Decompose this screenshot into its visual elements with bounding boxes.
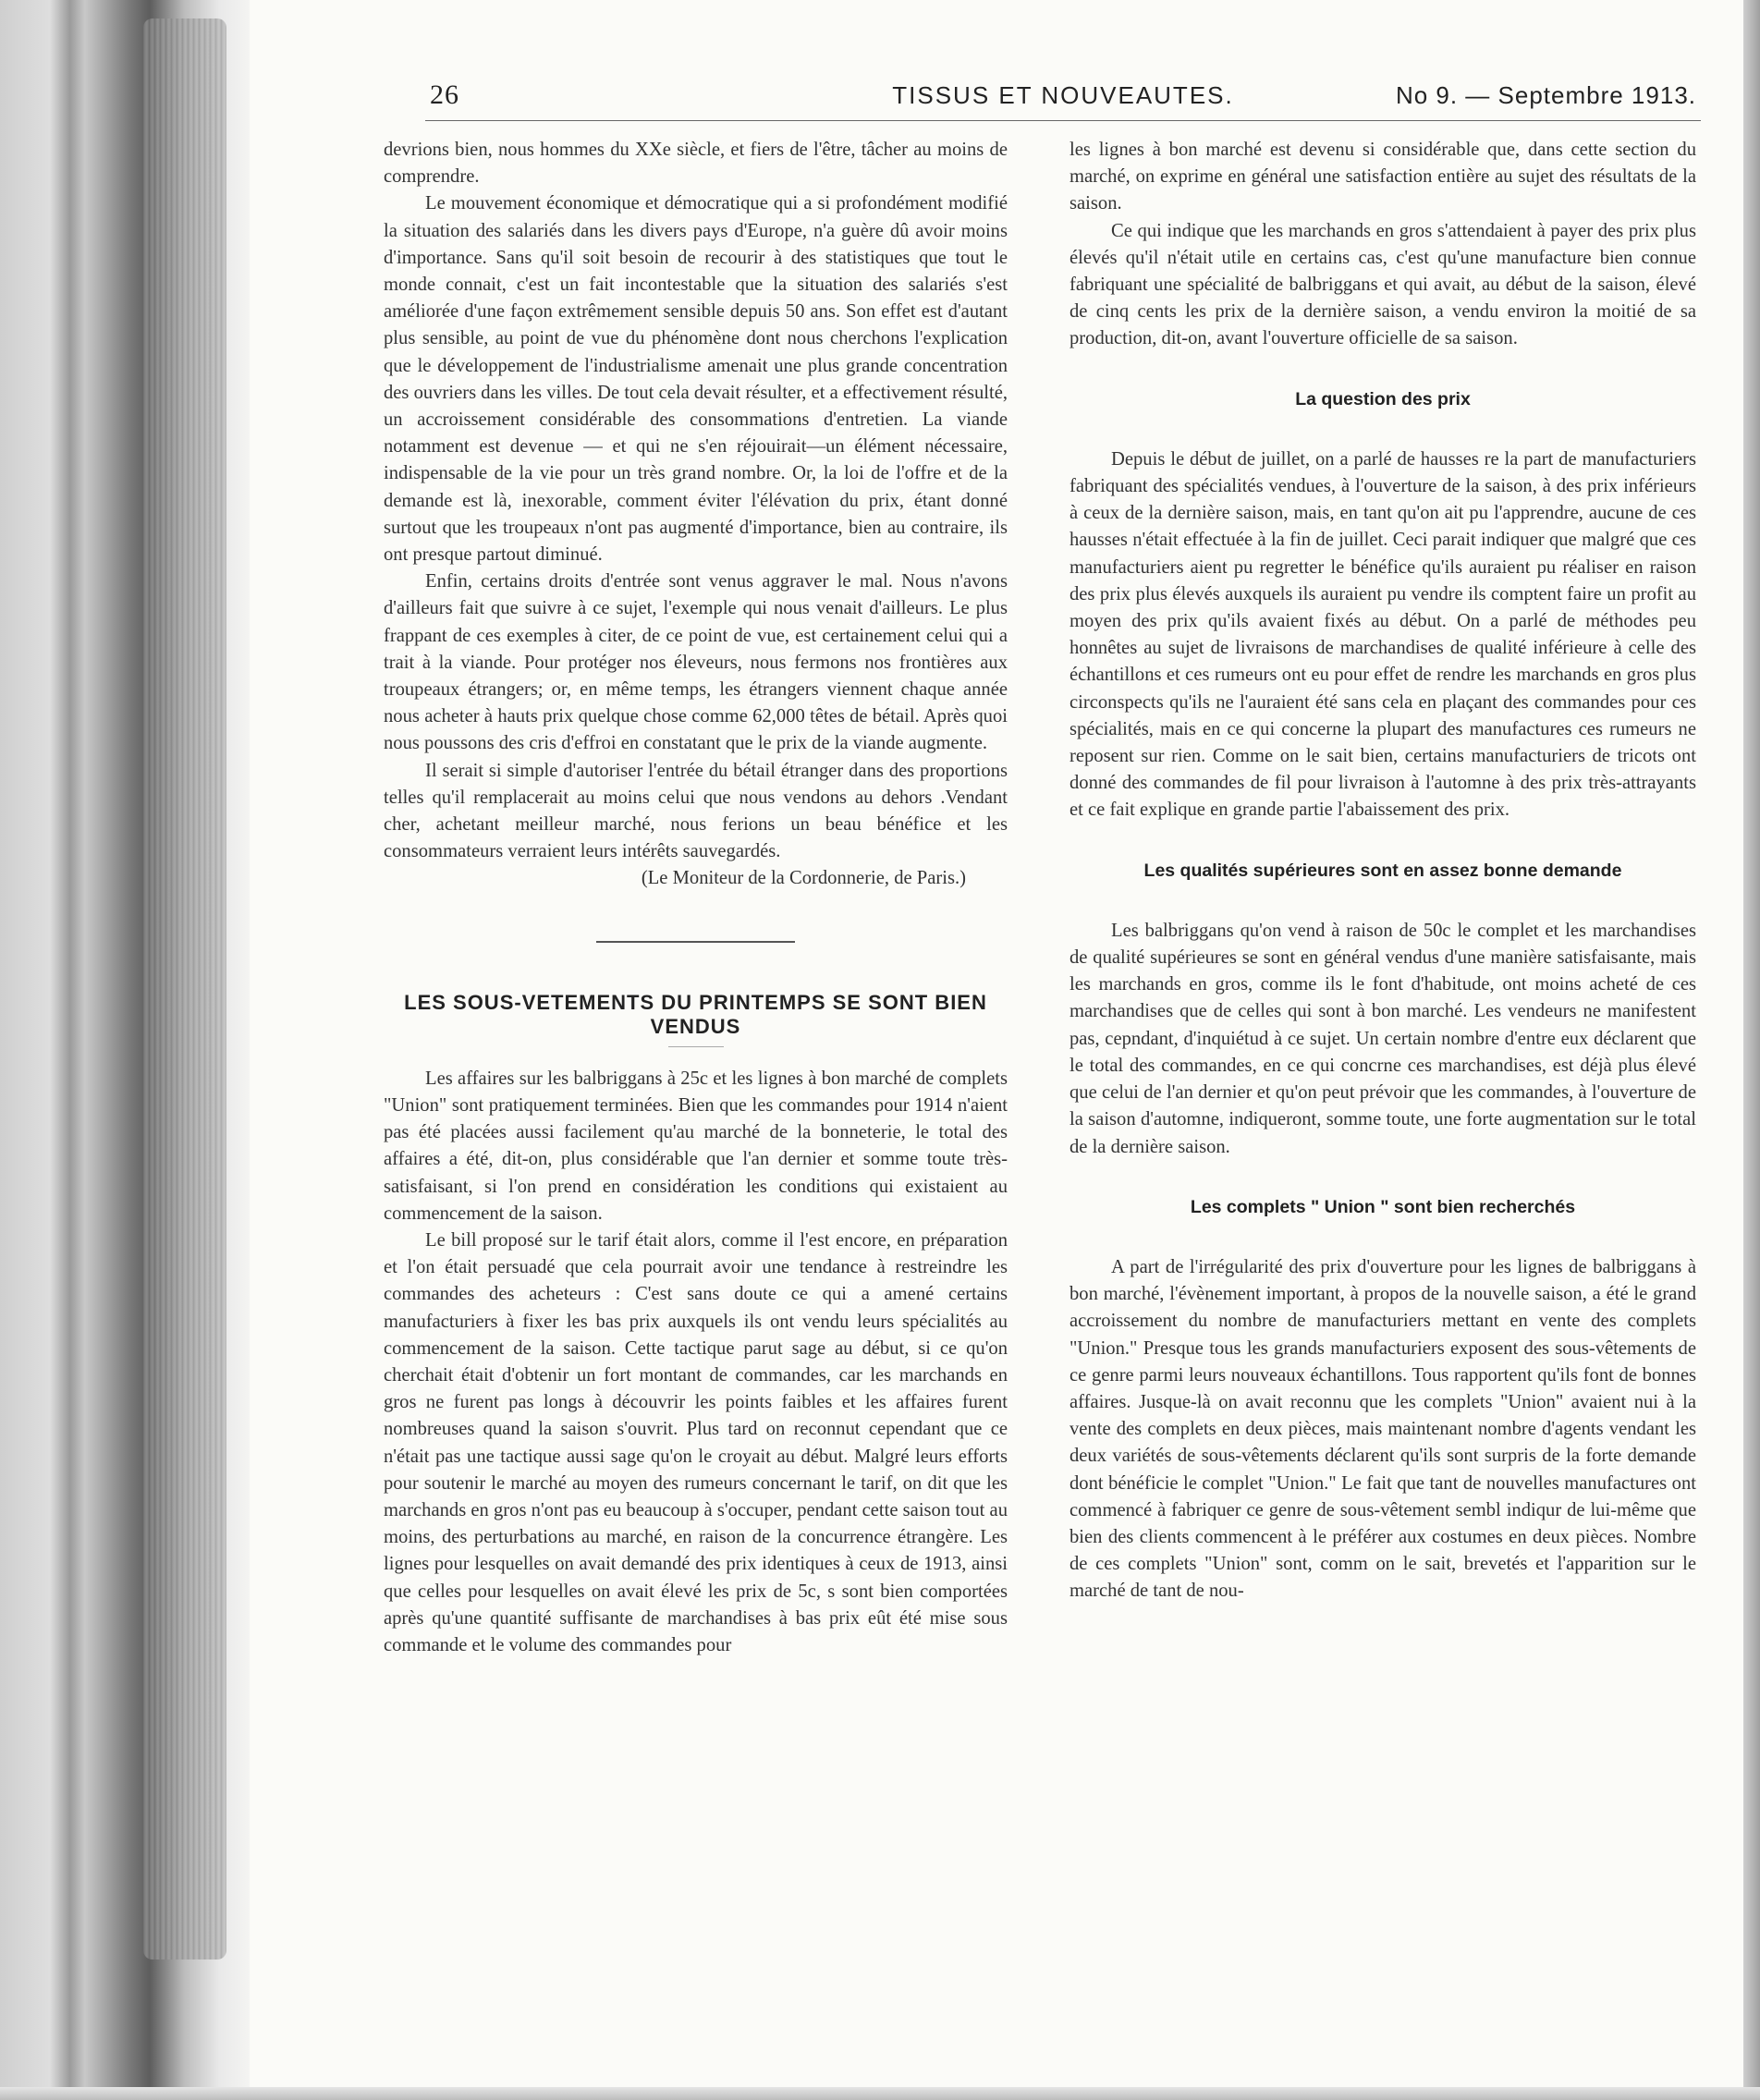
section-divider bbox=[596, 941, 795, 943]
paragraph: Enfin, certains droits d'entrée sont venus aggraver le mal. Nous n'avons d'ailleurs fait que suivre à ce sujet, l'exemple qui nous venait d'ailleurs. Le plus frappant de ces exemples à citer, de ce point de vue, est certainement celui qui a trait à la viande. Pour protéger nos éleveurs, nous fermons nos frontières aux troupeaux étrangers; or, en même temps, les étrangers viennent chaque année nous acheter à hauts prix quelque chose comme 62,000 têtes de bétail. Après quoi nous poussons des cris d'effroi en constatant que le prix de la viande augmente. bbox=[384, 571, 1008, 754]
section-heading: Les complets " Union " sont bien recherchés bbox=[1190, 1196, 1576, 1217]
right-column bbox=[1069, 137, 1696, 1606]
title-divider bbox=[668, 1046, 724, 1047]
section-heading: Les qualités supérieures sont en assez bonne demande bbox=[1143, 860, 1622, 881]
paragraph: les lignes à bon marché est devenu si considérable que, dans cette section du marché, on exprime en général une satisfaction entière au sujet des résultats de la saison. bbox=[1069, 140, 1696, 214]
bottom-page-edge bbox=[0, 2087, 1760, 2100]
paragraph: Ce qui indique que les marchands en gros s'attendaient à payer des prix plus élevés qu'il n'était utile en certains cas, c'est qu'une manufacture bien connue fabriquant une spécialité de balbriggans et qui avait, au début de la saison, élevé de cinq cents les prix de la dernière saison, a vendu environ la moitié de sa production, dit-on, avant l'ouverture officielle de sa saison. bbox=[1069, 220, 1696, 349]
article-title: LES SOUS-VETEMENTS DU PRINTEMPS SE SONT BIEN VENDUS bbox=[404, 990, 987, 1038]
running-header bbox=[425, 76, 1701, 121]
paragraph: Le mouvement économique et démocratique qui a si profondément modifié la situation des salariés dans les divers pays d'Europe, n'a guère dû avoir moins d'importance. Sans qu'il soit besoin de recourir à des statistiques que tout le monde connait, c'est un fait incontestable que la situation des salariés s'est améliorée d'une façon extrêmement sensible depuis 50 ans. Son effet est d'autant plus sensible, au point de vue du phénomène dont nous cherchons l'explication que le développement de l'industrialisme amenait une plus grande concentration des ouvriers dans les villes. De tout cela devait résulter, et a effectivement résulté, un accroissement considérable des consommations d'entretien. La viande notamment est devenue — et qui ne s'en réjouirait—un élément nécessaire, indispensable de la vie pour un très grand nombre. Or, la loi de l'offre et de la demande est là, inexorable, comment éviter l'élévation du prix, étant donné surtout que les troupeaux n'ont pas augmenté d'importance, bien au contraire, ils ont presque partout diminué. bbox=[384, 193, 1008, 566]
publication-title: TISSUS ET NOUVEAUTES. bbox=[892, 81, 1234, 109]
source-citation: (Le Moniteur de la Cordonnerie, de Paris.) bbox=[641, 868, 966, 889]
left-column bbox=[384, 137, 1008, 1659]
paragraph: Il serait si simple d'autoriser l'entrée du bétail étranger dans des proportions telles qu'il remplacerait au moins celui que nous vendons au dehors .Vendant cher, achetant meilleur marché, nous ferions un beau bénéfice et les consommateurs verraient leurs intérêts sauvegardés. bbox=[384, 760, 1008, 862]
paragraph: A part de l'irrégularité des prix d'ouverture pour les lignes de balbriggans à bon marché, l'évènement important, à propos de la nouvelle saison, a été le grand accroissement du nombre de manufacturiers mettant en vente des complets "Union." Presque tous les grands manufacturiers exposent des sous-vêtements de ce genre parmi leurs nouveaux échantillons. Tous rapportent qu'ils font de bonnes affaires. Jusque-là on avait reconnu que les complets "Union" avaient nui à la vente des complets en deux pièces, mais maintenant nombre d'agents vendant les deux variétés de sous-vêtements déclarent qu'ils sont surpris de la forte demande dont bénéficie le complet "Union." Le fait que tant de nouvelles manufactures ont commencé à fabriquer ce genre de sous-vêtement sembl indiqur de lui-même que bien des clients commencent à le préférer aux costumes en deux pièces. Nombre de ces complets "Union" sont, comm on le sait, brevetés et l'apparition sur le marché de tant de nou- bbox=[1069, 1256, 1696, 1602]
section-heading: La question des prix bbox=[1295, 388, 1471, 409]
paragraph: Depuis le début de juillet, on a parlé de hausses re la part de manufacturiers fabriquant des spécialités vendues, à l'ouverture de la saison, à des prix inférieurs à ceux de la dernière saison, mais, en tant qu'on ait pu l'apprendre, aucune de ces hausses n'était effectuée à la fin de juillet. Ceci parait indiquer que malgré que ces manufacturiers aient pu regretter le bénéfice qu'ils auraient pu réaliser en raison des prix plus élevés auxquels ils auraient pu vendre ils comptent faire un profit au moyen des prix qu'ils avaient fixés au début. On a parlé de méthodes peu honnêtes au sujet de livraisons de marchandises de qualité inférieure à celle des échantillons et ces rumeurs ont eu pour effet de rendre les marchands en gros plus circonspects qu'ils ne l'auraient été sans cela en plaçant des commandes pour ces spécialités, mais en ce qui concerne la plupart des manufactures ces rumeurs ne reposent sur rien. Comme on le sait bien, certains manufacturiers de tricots ont donné des commandes de fil pour livraison à l'automne à des prix très-attrayants et ce fait explique en grande partie l'abaissement des prix. bbox=[1069, 448, 1696, 821]
right-page-edge bbox=[1743, 0, 1760, 2100]
paragraph: Le bill proposé sur le tarif était alors, comme il l'est encore, en préparation et l'on était persuadé que cela pourrait avoir une tendance à restreindre les commandes des acheteurs : C'est sans doute ce qui a amené certains manufacturiers à fixer les bas prix auxquels ils ont vendu leurs spécialités au commencement de la saison. Cette tactique parut sage au début, si ce qu'on cherchait était d'obtenir un fort montant de commandes, car les marchands en gros ne furent pas longs à découvrir les points faibles et les affaires furent nombreuses quand la saison s'ouvrit. Plus tard on reconnut cependant que ce n'était pas une tactique aussi sage qu'on le croyait au début. Malgré leurs efforts pour soutenir le marché au moyen des rumeurs concernant le tarif, on dit que les marchands en gros n'ont pas eu beaucoup à s'occuper, pendant cette saison tout au moins, des perturbations au marché, en raison de la concurrence étrangère. Les lignes pour lesquelles on avait demandé des prix identiques à ceux de 1913, ainsi que celles pour lesquelles on avait élevé les prix de 5c, s sont bien comportées après qu'une quantité suffisante de marchandises à bas prix eût été mise sous commande et le volume des commandes pour bbox=[384, 1229, 1008, 1655]
page-stack-edge bbox=[143, 18, 226, 1960]
paragraph: devrions bien, nous hommes du XXe siècle, et fiers de l'être, tâcher au moins de comprendre. bbox=[384, 140, 1008, 188]
paragraph: Les balbriggans qu'on vend à raison de 50c le complet et les marchandises de qualité supérieures se sont en général vendus d'une manière satisfaisante, mais les marchands en gros, comme ils le font d'habitude, ont moins acheté de ces marchandises que de celles qui sont à bon marché. Les vendeurs ne manifestent pas, cepndant, d'inquiétud à ce sujet. Un certain nombre d'entre eux déclarent que le total des commandes, en ce qui concrne ces marchandises, est déjà plus élevé que celui de l'an dernier et qu'on peut prévoir que les commandes, à l'ouverture de la saison d'automne, indiqueront, somme toute, une forte augmentation sur le total de la dernière saison. bbox=[1069, 920, 1696, 1157]
issue-info: No 9. — Septembre 1913. bbox=[1395, 81, 1696, 109]
paragraph: Les affaires sur les balbriggans à 25c et les lignes à bon marché de complets "Union" sont pratiquement terminées. Bien que les commandes pour 1914 n'aient pas été placées aussi facilement qu'au marché de la bonneterie, le total des affaires a été, dit-on, plus considérable que l'an dernier et somme toute très-satisfaisant, si l'on prend en considération les conditions qui existaient au commencement de la saison. bbox=[384, 1068, 1008, 1224]
page-number: 26 bbox=[430, 79, 459, 110]
